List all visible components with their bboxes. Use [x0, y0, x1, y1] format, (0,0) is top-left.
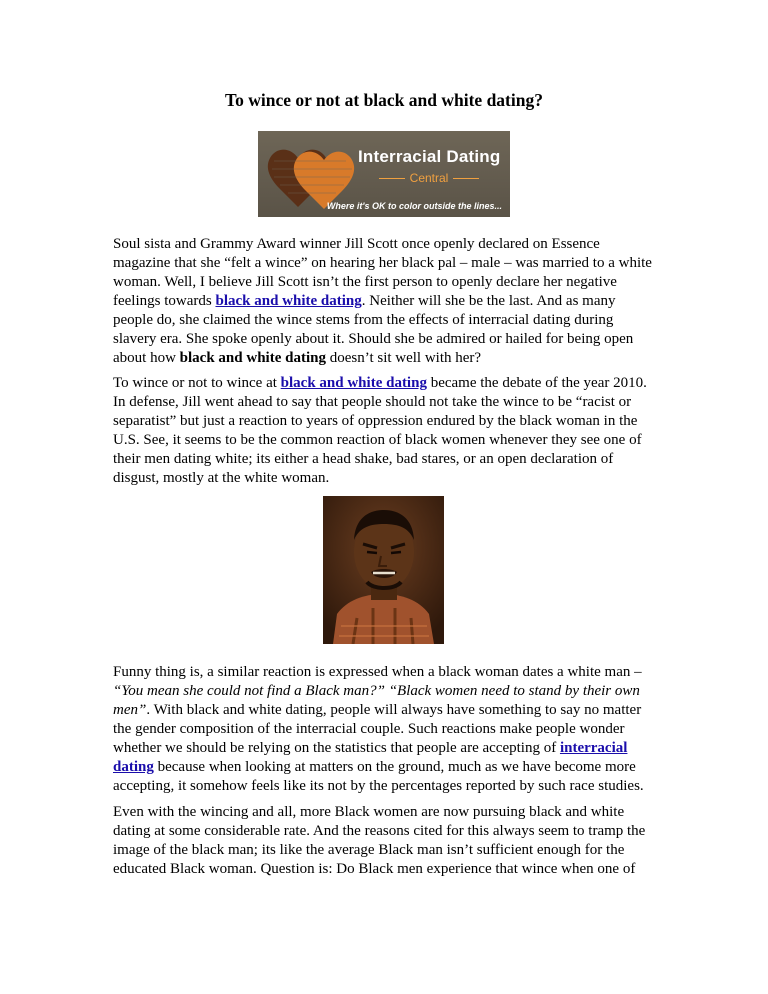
p3-text-3: because when looking at matters on the ground, much as we have become more accepting, it somehow feels like its not by the percentages reported by such race studies. — [113, 759, 644, 794]
p3-text-2: . With black and white dating, people will always have something to say no matter the gender composition of the interracial couple. Such reactions make people wonder whether we should be relying on the statistics that people are accepting of — [113, 702, 642, 756]
p1-bold-phrase: black and white dating — [179, 350, 326, 366]
wincing-man-photo — [323, 496, 444, 644]
man-portrait-icon — [323, 496, 444, 644]
p1-text-3: doesn’t sit well with her? — [325, 350, 482, 366]
p4-text-1: Even with the wincing and all, more Black women are now pursuing black and white dating at some considerable rate. And the reasons cited for this always seem to tramp the image of the black man; its like the average Black man isn’t sufficient enough for the educated Black woman. Question is: Do Black men experience that wince when one of — [113, 804, 646, 877]
black-and-white-dating-link-2[interactable]: black and white dating — [280, 375, 427, 391]
page-title: To wince or not at black and white dating? — [225, 90, 543, 110]
paragraph-2 — [113, 374, 658, 488]
paragraph-3 — [113, 663, 658, 796]
interracial-dating-central-banner — [258, 131, 510, 217]
banner-title: Interracial Dating — [358, 147, 501, 166]
p2-text-2: became the debate of the year 2010. In defense, Jill went ahead to say that people should not take the wince to be “racist or separatist” but just a reaction to years of oppression endured by the black woman in the U.S. See, it seems to be the common reaction of black women whenever they see one of their men dating white; its either a head shake, bad stares, or an open declaration of disgust, mostly at the white woman. — [113, 375, 647, 486]
banner-tagline: Where it's OK to color outside the lines... — [326, 201, 502, 211]
black-and-white-dating-link-1[interactable]: black and white dating — [215, 293, 362, 309]
banner-subtitle: Central — [358, 171, 500, 185]
p3-italic-quote: “You mean she could not find a Black man?” “Black women need to stand by their own men” — [113, 683, 640, 718]
interracial-dating-link[interactable]: interracial dating — [113, 740, 628, 775]
paragraph-4 — [113, 803, 658, 879]
paragraph-1 — [113, 235, 658, 368]
p1-text-2: . Neither will she be the last. And as many people do, she claimed the wince stems from the effects of interracial dating during slavery era. She spoke openly about it. Should she be admired or hailed for being open about how — [113, 293, 634, 366]
p1-text-1: Soul sista and Grammy Award winner Jill Scott once openly declared on Essence magazine that she “felt a wince” on hearing her black pal – male – was married to a white woman. Well, I believe Jill Scott isn’t the first person to openly declare her negative feelings towards — [113, 236, 652, 309]
p3-text-1: Funny thing is, a similar reaction is expressed when a black woman dates a white man – — [113, 664, 642, 680]
p2-text-1: To wince or not to wince at — [113, 375, 281, 391]
